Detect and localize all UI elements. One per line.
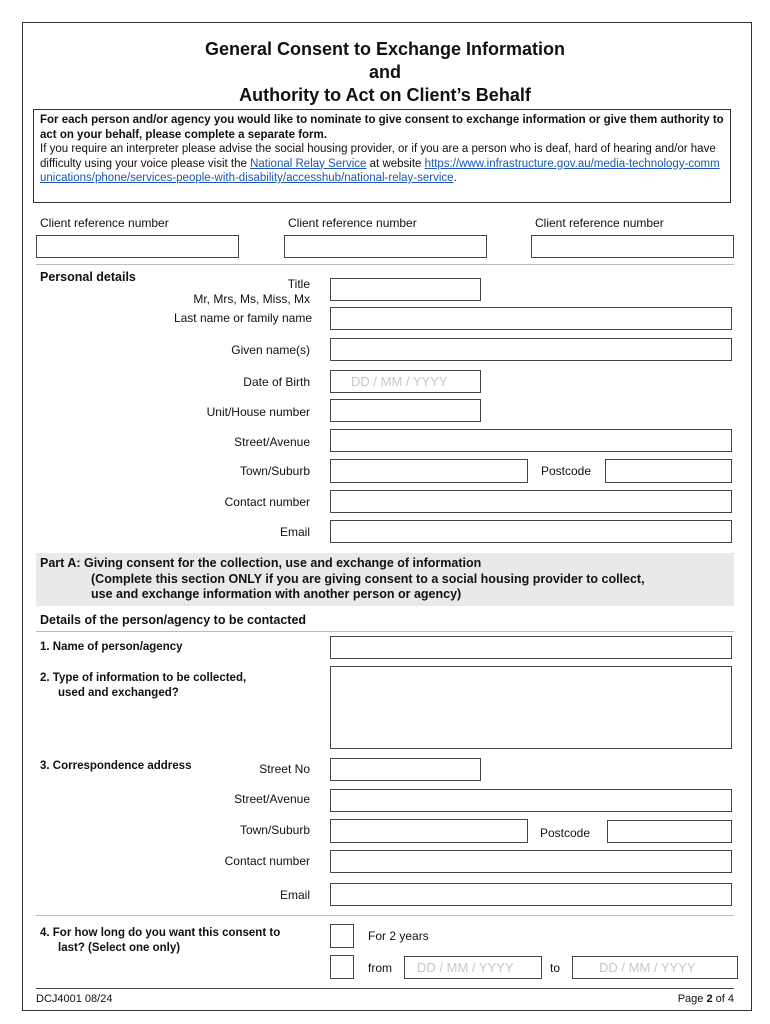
corr-town-input[interactable]: [330, 819, 528, 843]
last-name-label: Last name or family name: [173, 311, 312, 325]
intro-box: [33, 109, 731, 203]
form-code: DCJ4001 08/24: [36, 993, 113, 1005]
unit-label: Unit/House number: [206, 405, 310, 419]
relay-url-link[interactable]: https://www.infrastructure.gov.au/media-technology-communications/phone/services-people-with-disability/accesshub/national-relay-service: [40, 157, 720, 184]
page-indicator: [678, 993, 734, 1005]
details-heading: Details of the person/agency to be contacted: [40, 613, 307, 627]
client-ref-label-3: Client reference number: [535, 216, 664, 230]
part-a-heading: [40, 556, 645, 603]
q2-label-2: used and exchanged?: [58, 687, 179, 699]
q4-label-1: 4. For how long do you want this consent to: [40, 927, 281, 939]
street-input[interactable]: [330, 429, 732, 452]
client-ref-input-3[interactable]: [531, 235, 734, 258]
intro-end: .: [453, 172, 457, 184]
title-options-label: Mr, Mrs, Ms, Miss, Mx: [193, 292, 310, 306]
given-names-label: Given name(s): [231, 343, 310, 357]
unit-input[interactable]: [330, 399, 481, 422]
dob-label: Date of Birth: [243, 375, 310, 389]
given-names-input[interactable]: [330, 338, 732, 361]
personal-details-heading: Personal details: [40, 270, 136, 284]
intro-interpreter-text: If you require an interpreter please advise the social housing provider, or if you are a person who is deaf, hard of hearing and/or have difficulty using your voice please visit the: [40, 143, 716, 170]
page-subtitle: Authority to Act on Client’s Behalf: [239, 85, 531, 105]
client-ref-input-1[interactable]: [36, 235, 239, 258]
dob-input[interactable]: [330, 370, 481, 393]
client-ref-label-2: Client reference number: [288, 216, 417, 230]
part-a-note-1: (Complete this section ONLY if you are giving consent to a social housing provider to collect,: [91, 571, 645, 586]
q3-label: 3. Correspondence address: [40, 760, 192, 772]
part-a-note-2: use and exchange information with another person or agency): [91, 587, 462, 601]
client-ref-input-2[interactable]: [284, 235, 487, 258]
contact-label: Contact number: [224, 495, 310, 509]
corr-contact-input[interactable]: [330, 850, 732, 873]
page-prefix: Page: [677, 993, 704, 1005]
divider: [36, 915, 734, 916]
title-label: Title: [287, 277, 310, 291]
corr-street-input[interactable]: [330, 789, 732, 812]
page-title: General Consent to Exchange Information: [204, 39, 566, 59]
q2-label-1: 2. Type of information to be collected,: [40, 672, 247, 684]
email-input[interactable]: [330, 520, 732, 543]
street-no-label: Street No: [259, 762, 310, 776]
to-label: to: [550, 961, 561, 975]
corr-contact-label: Contact number: [224, 854, 310, 868]
two-years-label: For 2 years: [368, 929, 429, 943]
date-range-checkbox[interactable]: [330, 955, 354, 979]
town-label: Town/Suburb: [239, 464, 310, 478]
from-label: from: [368, 961, 392, 975]
two-years-checkbox[interactable]: [330, 924, 354, 948]
to-date-input[interactable]: [572, 956, 738, 979]
last-name-input[interactable]: [330, 307, 732, 330]
intro-instruction: For each person and/or agency you would like to nominate to give consent to exchange information or give them authority to act on your behalf, please complete a separate form.: [40, 114, 724, 141]
corr-email-input[interactable]: [330, 883, 732, 906]
street-label: Street/Avenue: [234, 435, 310, 449]
postcode-label: Postcode: [541, 464, 592, 478]
title-input[interactable]: [330, 278, 481, 301]
to-date-placeholder: DD / MM / YYYY: [599, 960, 696, 975]
page-suffix: of 4: [715, 993, 734, 1005]
client-ref-label-1: Client reference number: [40, 216, 169, 230]
from-date-input[interactable]: [404, 956, 542, 979]
corr-email-label: Email: [279, 888, 310, 902]
corr-town-label: Town/Suburb: [239, 823, 310, 837]
contact-input[interactable]: [330, 490, 732, 513]
postcode-input[interactable]: [605, 459, 732, 483]
corr-postcode-label: Postcode: [540, 826, 591, 840]
national-relay-link[interactable]: National Relay Service: [250, 157, 367, 170]
q1-label: 1. Name of person/agency: [40, 641, 183, 653]
street-no-input[interactable]: [330, 758, 481, 781]
dob-placeholder: DD / MM / YYYY: [351, 374, 448, 389]
part-a-title: Part A: Giving consent for the collection, use and exchange of information: [40, 556, 482, 570]
footer-divider: [36, 988, 734, 989]
divider: [36, 264, 734, 265]
page-number: 2: [706, 993, 713, 1005]
agency-name-input[interactable]: [330, 636, 732, 659]
intro-mid-text: at website: [369, 157, 422, 170]
email-label: Email: [279, 525, 310, 539]
q4-label-2: last? (Select one only): [58, 942, 181, 954]
corr-postcode-input[interactable]: [607, 820, 732, 843]
town-input[interactable]: [330, 459, 528, 483]
corr-street-label: Street/Avenue: [234, 792, 310, 806]
divider: [36, 631, 734, 632]
from-date-placeholder: DD / MM / YYYY: [417, 960, 514, 975]
info-type-textarea[interactable]: [330, 666, 732, 749]
page-title-and: and: [368, 62, 401, 82]
